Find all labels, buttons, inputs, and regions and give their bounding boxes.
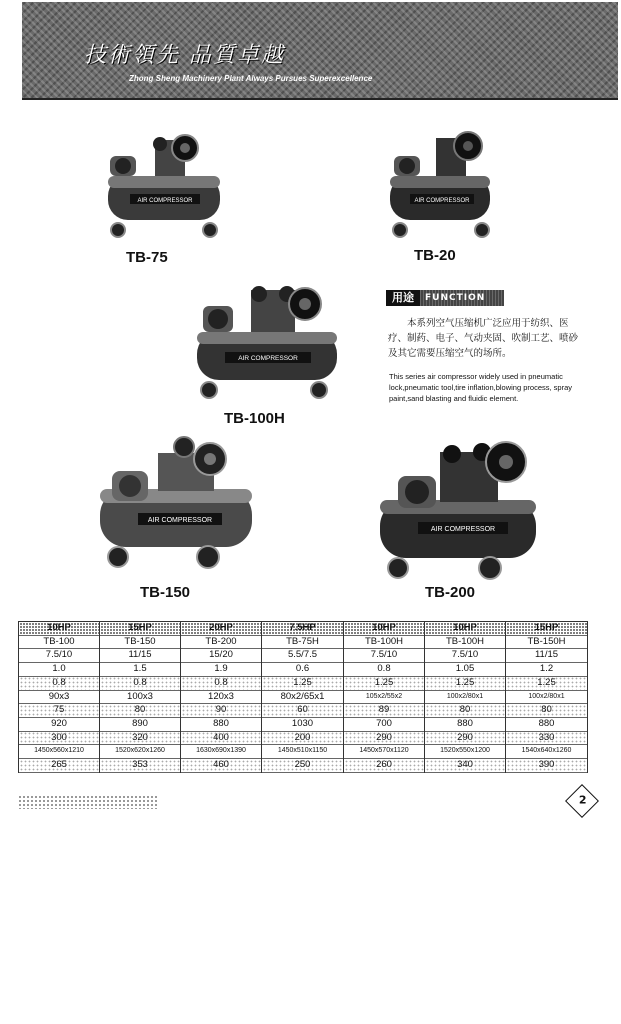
table-cell: 90x3 <box>19 690 100 704</box>
table-cell: 700 <box>344 717 425 731</box>
table-cell: TB-100H <box>344 635 425 649</box>
table-cell: 890 <box>100 717 181 731</box>
table-header-cell: 10HP <box>344 622 425 636</box>
table-cell: 300 <box>19 731 100 745</box>
nameplate: AIR COMPRESSOR <box>137 198 193 204</box>
table-cell: 290 <box>425 731 506 745</box>
table-cell: 1450x570x1120 <box>344 745 425 759</box>
table-cell: 89 <box>344 704 425 718</box>
table-row <box>19 704 588 718</box>
table-cell: 880 <box>425 717 506 731</box>
table-cell: 353 <box>100 759 181 773</box>
table-cell: 1030 <box>262 717 344 731</box>
table-header-cell: 7.5HP <box>262 622 344 636</box>
table-cell: 880 <box>506 717 588 731</box>
banner-subtitle: Zhong Sheng Machinery Plant Always Pursues Superexcellence <box>129 74 373 83</box>
table-cell: 920 <box>19 717 100 731</box>
compressor-image-tb-200 <box>378 430 538 580</box>
table-cell: TB-100H <box>425 635 506 649</box>
table-cell: 0.8 <box>181 676 262 690</box>
table-cell: 1520x620x1260 <box>100 745 181 759</box>
compressor-image-tb-100h <box>195 280 345 402</box>
table-cell: 80 <box>100 704 181 718</box>
table-cell: 1.25 <box>506 676 588 690</box>
nameplate: AIR COMPRESSOR <box>414 198 470 204</box>
table-header-row <box>19 622 588 636</box>
compressor-image-tb-75 <box>100 126 226 244</box>
table-cell: 7.5/10 <box>19 649 100 663</box>
table-cell: 1450x560x1210 <box>19 745 100 759</box>
table-row <box>19 663 588 677</box>
table-cell: 1540x640x1260 <box>506 745 588 759</box>
table-header-cell: 10HP <box>19 622 100 636</box>
usage-text-en: This series air compressor widely used in pneumatic lock,pneumatic tool,tire inflation,blowing process, spray paint,sand blasting and fluidic element. <box>389 372 573 403</box>
model-label-tb-20: TB-20 <box>414 247 456 264</box>
table-row <box>19 731 588 745</box>
table-cell: 265 <box>19 759 100 773</box>
table-cell: 7.5/10 <box>344 649 425 663</box>
table-cell: 100x2/80x1 <box>425 690 506 704</box>
table-cell: 90 <box>181 704 262 718</box>
nameplate: AIR COMPRESSOR <box>147 517 213 524</box>
table-header-cell: 20HP <box>181 622 262 636</box>
table-row <box>19 690 588 704</box>
table-row <box>19 635 588 649</box>
table-row <box>19 759 588 773</box>
table-cell: TB-150 <box>100 635 181 649</box>
table-cell: 320 <box>100 731 181 745</box>
table-cell: TB-200 <box>181 635 262 649</box>
table-cell: 1.0 <box>19 663 100 677</box>
model-label-tb-150: TB-150 <box>140 584 191 601</box>
table-cell: 7.5/10 <box>425 649 506 663</box>
table-cell: 260 <box>344 759 425 773</box>
table-cell: 1.9 <box>181 663 262 677</box>
table-cell: 880 <box>181 717 262 731</box>
table-cell: 1.25 <box>262 676 344 690</box>
table-cell: 250 <box>262 759 344 773</box>
table-cell: 120x3 <box>181 690 262 704</box>
table-header-cell: 15HP <box>506 622 588 636</box>
decorative-dots <box>18 795 158 809</box>
table-cell: 60 <box>262 704 344 718</box>
table-cell: 1.25 <box>425 676 506 690</box>
table-cell: TB-100 <box>19 635 100 649</box>
table-cell: 1520x550x1200 <box>425 745 506 759</box>
table-cell: 1.2 <box>506 663 588 677</box>
table-cell: TB-75H <box>262 635 344 649</box>
spec-table <box>18 621 588 773</box>
table-cell: 1.5 <box>100 663 181 677</box>
table-cell: 0.8 <box>19 676 100 690</box>
table-cell: 390 <box>506 759 588 773</box>
usage-heading <box>386 290 504 306</box>
table-cell: 80 <box>506 704 588 718</box>
compressor-image-tb-150 <box>98 435 258 571</box>
table-cell: 80 <box>425 704 506 718</box>
table-cell: 1630x690x1390 <box>181 745 262 759</box>
table-cell: TB-150H <box>506 635 588 649</box>
usage-text-cn: 本系列空气压缩机广泛应用于纺织、医疗、制药、电子、气动夹固、吹制工艺、喷砂及其它需要压缩空气的场所。 <box>388 318 579 359</box>
compressor-image-tb-20 <box>386 126 512 244</box>
table-row <box>19 676 588 690</box>
table-row <box>19 649 588 663</box>
table-cell: 330 <box>506 731 588 745</box>
usage-heading-en: FUNCTION <box>420 290 504 306</box>
table-cell: 100x3 <box>100 690 181 704</box>
table-cell: 0.8 <box>344 663 425 677</box>
table-cell: 100x2/80x1 <box>506 690 588 704</box>
table-cell: 80x2/65x1 <box>262 690 344 704</box>
table-row <box>19 745 588 759</box>
page-number-badge <box>565 784 599 818</box>
table-cell: 0.8 <box>100 676 181 690</box>
banner-title: 技術領先 品質卓越 <box>84 43 285 68</box>
model-label-tb-75: TB-75 <box>126 249 168 266</box>
table-cell: 11/15 <box>100 649 181 663</box>
table-header-cell: 10HP <box>425 622 506 636</box>
table-cell: 105x2/55x2 <box>344 690 425 704</box>
table-cell: 1.05 <box>425 663 506 677</box>
table-cell: 290 <box>344 731 425 745</box>
table-cell: 1450x510x1150 <box>262 745 344 759</box>
table-cell: 15/20 <box>181 649 262 663</box>
table-row <box>19 717 588 731</box>
table-cell: 460 <box>181 759 262 773</box>
page-number: 2 <box>578 793 587 807</box>
usage-heading-cn: 用途 <box>386 290 420 306</box>
header-banner <box>22 2 618 100</box>
table-cell: 0.6 <box>262 663 344 677</box>
table-header-cell: 15HP <box>100 622 181 636</box>
table-cell: 5.5/7.5 <box>262 649 344 663</box>
table-cell: 75 <box>19 704 100 718</box>
table-cell: 400 <box>181 731 262 745</box>
model-label-tb-100h: TB-100H <box>224 410 285 427</box>
model-label-tb-200: TB-200 <box>425 584 476 601</box>
table-cell: 11/15 <box>506 649 588 663</box>
table-cell: 340 <box>425 759 506 773</box>
table-cell: 1.25 <box>344 676 425 690</box>
nameplate: AIR COMPRESSOR <box>430 526 496 533</box>
table-cell: 200 <box>262 731 344 745</box>
nameplate: AIR COMPRESSOR <box>238 355 298 362</box>
